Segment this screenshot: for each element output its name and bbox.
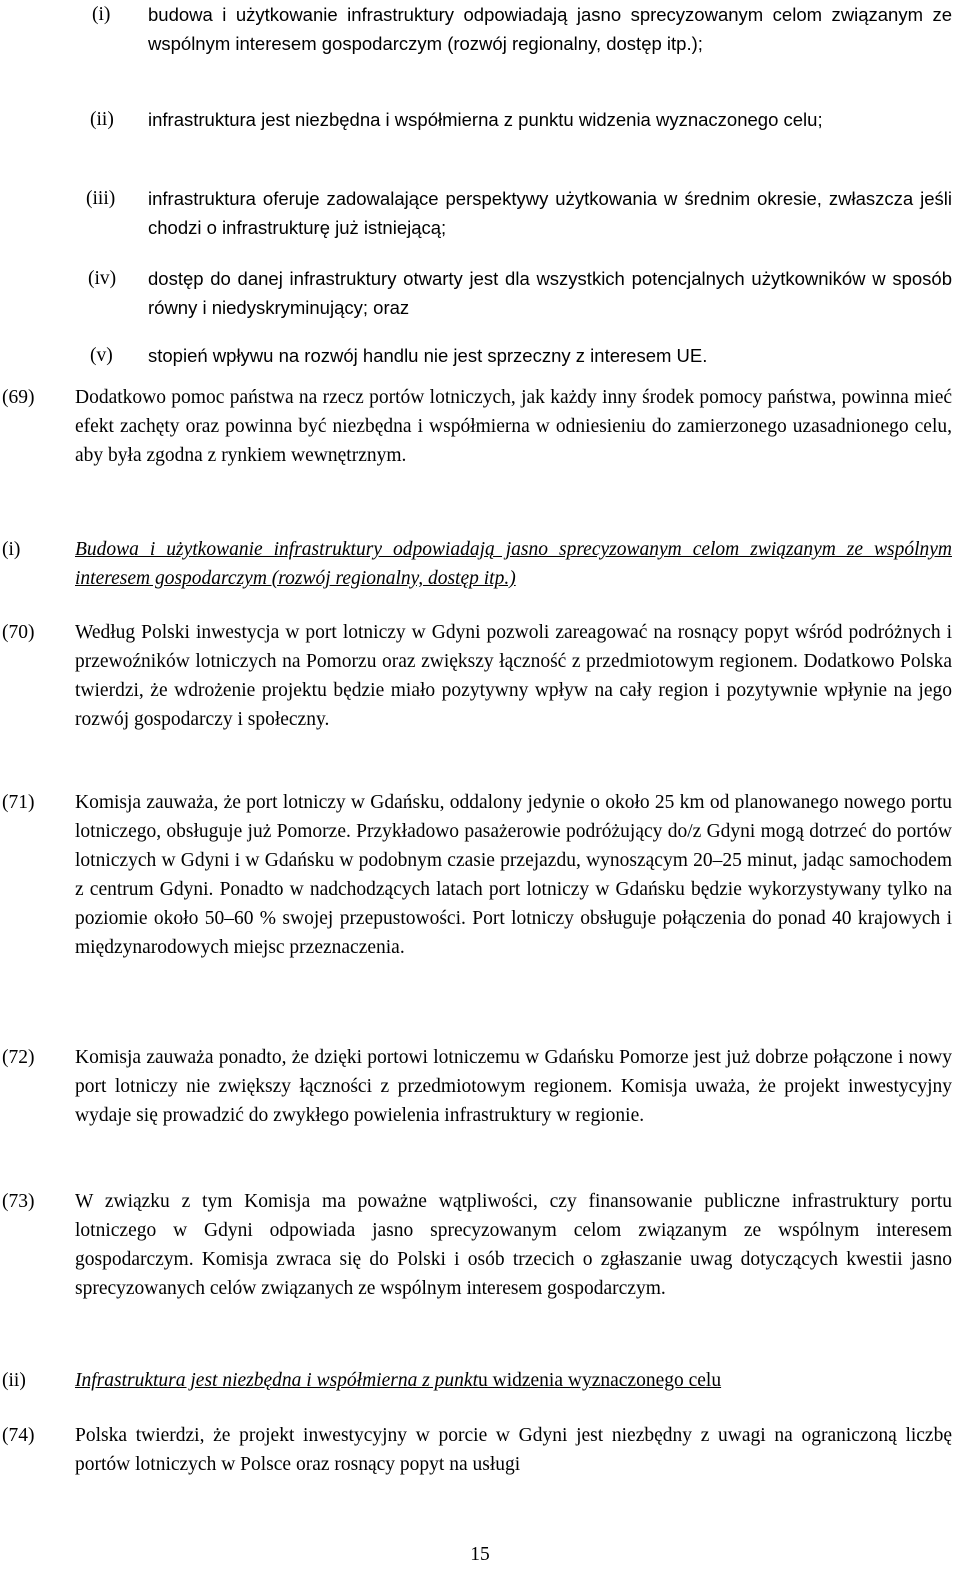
page-number: 15 [470,1544,490,1565]
list-item-text: infrastruktura oferuje zadowalające perspektywy użytkowania w średnim okresie, zwłaszcza jeśli chodzi o infrastrukturę już istniejącą; [148,188,952,238]
paragraph-74: Polska twierdzi, że projekt inwestycyjny w porcie w Gdyni jest niezbędny z uwagi na ograniczoną liczbę portów lotniczych w Polsce oraz rosnący popyt na usługi [75,1425,952,1475]
paragraph-69: Dodatkowo pomoc państwa na rzecz portów lotniczych, jak każdy inny środek pomocy państwa, powinna mieć efekt zachęty oraz powinna być niezbędna i współmierna w odniesieniu do zamierzonego uzasadnionego celu, aby była zgodna z rynkiem wewnętrznym. [75,387,952,466]
paragraph-70: Według Polski inwestycja w port lotniczy w Gdyni pozwoli zareagować na rosnący popyt wśród podróżnych i przewoźników lotniczych na Pomorzu oraz zwiększy łączność z przedmiotowym regionem. Dodatkowo Polska twierdzi, że wdrożenie projektu będzie miało pozytywny wpływ na cały region i pozytywnie wpłynie na jego rozwój gospodarczy i społeczny. [75,622,952,730]
section-heading [75,1366,952,1395]
section-label: (i) [2,539,21,560]
list-item-text: infrastruktura jest niezbędna i współmierna z punktu widzenia wyznaczonego celu; [148,109,823,130]
paragraph-71: Komisja zauważa, że port lotniczy w Gdańsku, oddalony jedynie o około 25 km od planowanego nowego portu lotniczego, obsługuje już Pomorze. Przykładowo pasażerowie podróżujący do/z Gdyni mogą dotrzeć do portów lotniczych w Gdyni i w Gdańsku w podobnym czasie przejazdu, wynoszącym 20–25 minut, jadąc samochodem z centrum Gdyni. Ponadto w nadchodzących latach port lotniczy w Gdańsku będzie wykorzystywany tylko na poziomie około 50–60 % swojej przepustowości. Port lotniczy obsługuje połączenia do ponad 40 krajowych i międzynarodowych miejsc przeznaczenia. [75,792,952,958]
paragraph-number: (69) [2,387,35,408]
paragraph-73: W związku z tym Komisja ma poważne wątpliwości, czy finansowanie publiczne infrastruktury portu lotniczego w Gdyni odpowiada jasno sprecyzowanym celom związanym ze wspólnym interesem gospodarczym. Komisja zwraca się do Polski i osób trzecich o zgłaszanie uwag dotyczących kwestii jasno sprecyzowanych celów związanych ze wspólnym interesem gospodarczym. [75,1191,952,1299]
paragraph-number: (70) [2,622,35,643]
section-heading: Budowa i użytkowanie infrastruktury odpowiadają jasno sprecyzowanym celom związanym ze wspólnym interesem gospodarczym (rozwój regionalny, dostęp itp.) [75,539,952,589]
paragraph-number: (72) [2,1047,35,1068]
list-item-label: (iv) [88,268,117,289]
section-label: (ii) [2,1370,26,1391]
paragraph-number: (74) [2,1425,35,1446]
list-item-text: stopień wpływu na rozwój handlu nie jest sprzeczny z interesem UE. [148,345,708,366]
heading-italic-part: Infrastruktura jest niezbędna i współmierna z punkt [75,1370,478,1391]
paragraph-number: (73) [2,1191,35,1212]
list-item-label: (i) [92,4,111,25]
list-item-text: dostęp do danej infrastruktury otwarty jest dla wszystkich potencjalnych użytkowników w sposób równy i niedyskryminujący; oraz [148,268,952,318]
list-item-text: budowa i użytkowanie infrastruktury odpowiadają jasno sprecyzowanym celom związanym ze wspólnym interesem gospodarczym (rozwój regionalny, dostęp itp.); [148,4,952,54]
list-item-label: (v) [90,345,113,366]
paragraph-number: (71) [2,792,35,813]
paragraph-72: Komisja zauważa ponadto, że dzięki portowi lotniczemu w Gdańsku Pomorze jest już dobrze połączone i nowy port lotniczy nie zwiększy łączności z przedmiotowym regionem. Komisja uważa, że projekt inwestycyjny wydaje się prowadzić do zwykłego powielenia infrastruktury w regionie. [75,1047,952,1126]
heading-plain-part: u widzenia wyznaczonego celu [478,1370,722,1391]
list-item-label: (ii) [90,109,114,130]
list-item-label: (iii) [86,188,116,209]
